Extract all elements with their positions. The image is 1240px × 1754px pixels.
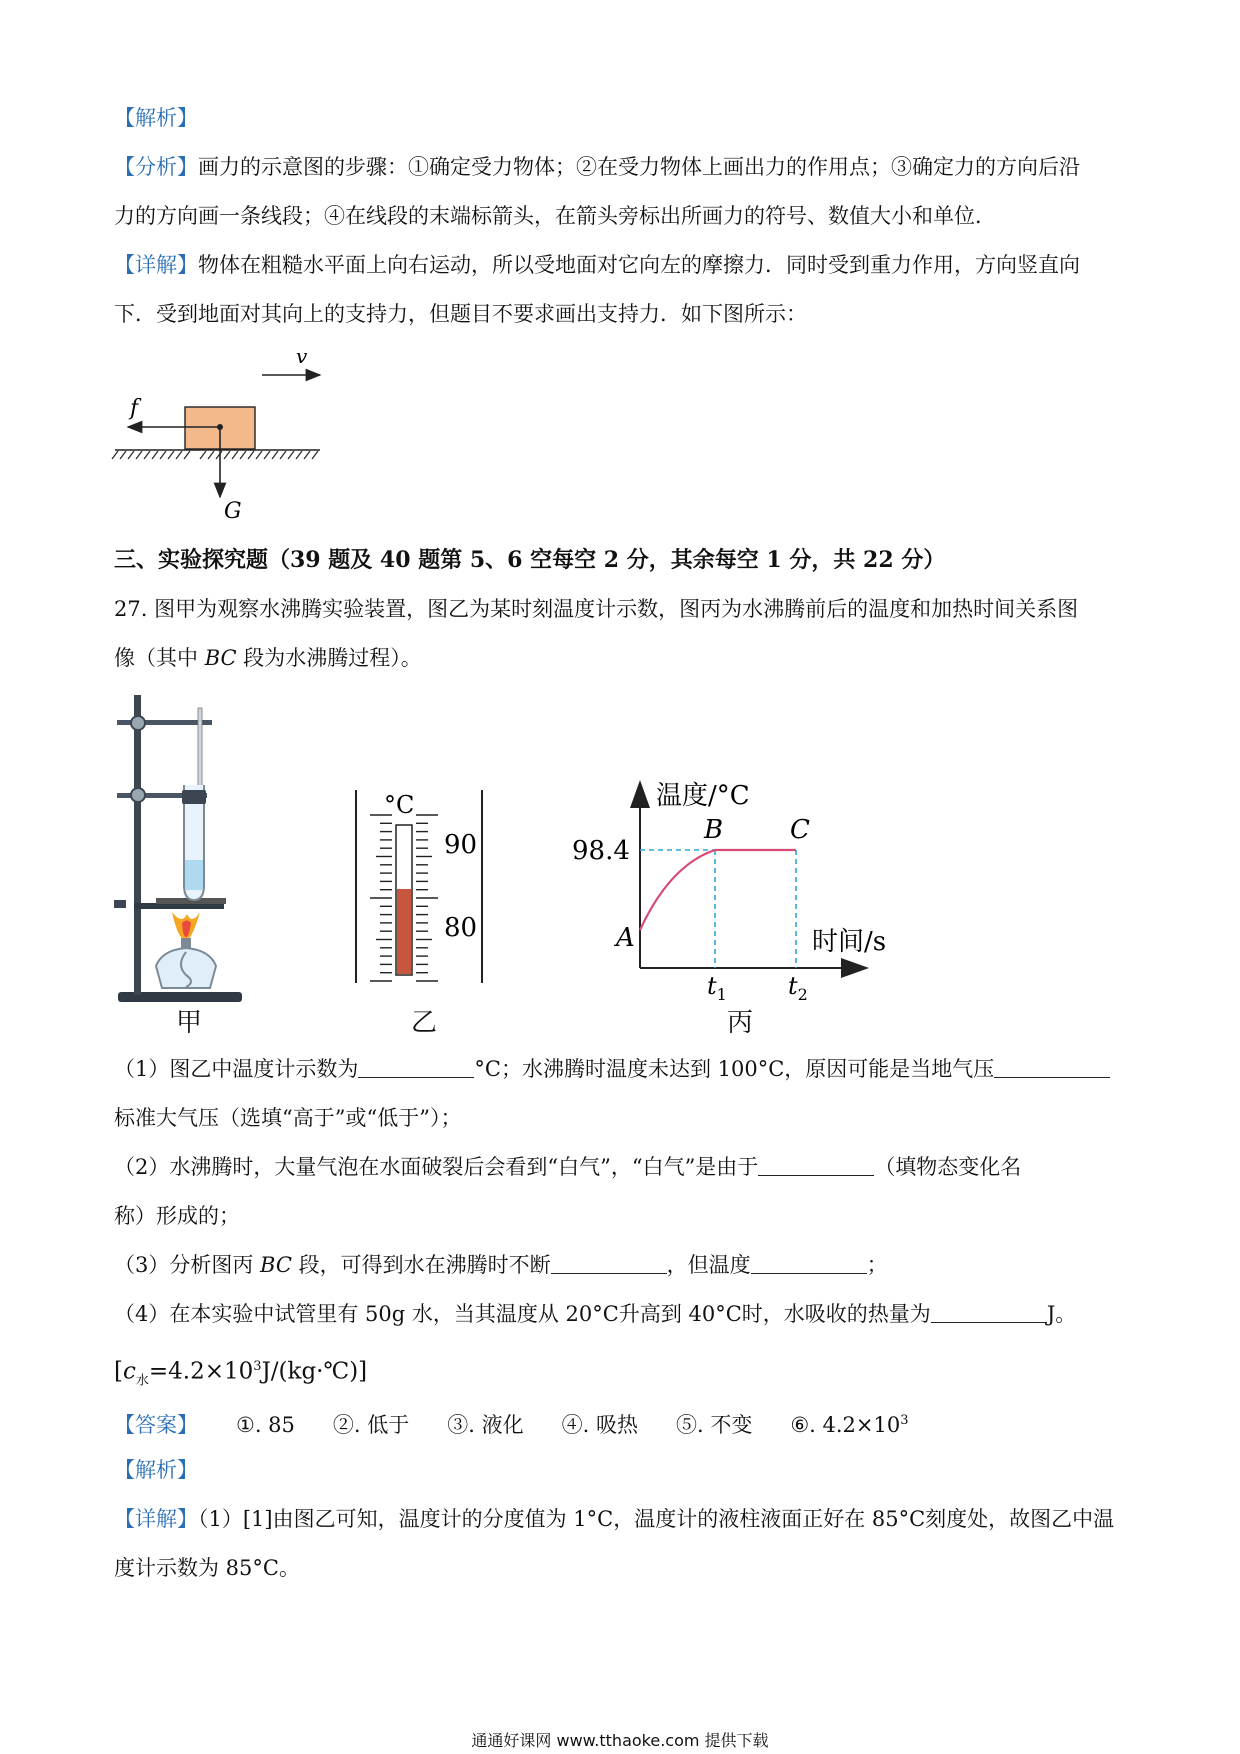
y-axis-label: 温度/°C [656,781,750,811]
answer-blank-1[interactable] [358,1057,474,1078]
p2-a: （2）水沸腾时，大量气泡在水面破裂后会看到“白气”，“白气”是由于 [114,1155,759,1179]
lamp-wick-holder [181,938,191,948]
answer-5: ⑤. 不变 [675,1413,753,1437]
answer-blank-3[interactable] [758,1155,874,1176]
xiangjie-text: 物体在粗糙水平面上向右运动，所以受地面对它向左的摩擦力．同时受到重力作用，方向竖直向 [198,253,1080,277]
answer-tag: 【答案】 [114,1413,198,1437]
formula-exp: 3 [253,1359,262,1374]
p4-b: J。 [1046,1302,1077,1326]
t1-label: $t_1$ [707,972,727,1004]
formula-unit: J/(kg·℃)] [261,1358,368,1385]
y-value-label: 98.4 [572,836,630,866]
jiexi-tag: 【解析】 [114,106,198,130]
middle-clamp-knob [131,788,145,802]
point-b-label: B [704,815,724,845]
p2-b: （填物态变化名 [874,1155,1022,1179]
fenxi-tag: 【分析】 [114,155,198,179]
q27-part3 [114,1250,888,1280]
gravity-label: G [224,499,242,524]
specific-heat-formula [114,1352,367,1396]
friction-label: f [130,396,139,421]
formula-sub: 水 [135,1373,149,1389]
tick-label-80: 80 [444,913,478,943]
answer-blank-6[interactable] [931,1302,1047,1323]
answer-3: ③. 液化 [447,1413,524,1437]
q27-line2 [114,643,422,673]
action-point [217,424,223,430]
caption-jia: 甲 [176,1008,203,1038]
fenxi-paragraph-line2: 力的方向画一条线段；④在线段的末端标箭头，在箭头旁标出所画力的符号、数值大小和单位． [114,204,996,228]
answer-1: ①. 85 [236,1413,295,1437]
q27-xiangjie-line2: 度计示数为 85°C。 [114,1556,300,1580]
apparatus-jia [112,690,252,1005]
q27-xiangjie-text: （1）[1]由图乙可知，温度计的分度值为 1°C，温度计的液柱液面正好在 85°C刻度处，故图乙中温 [198,1507,1115,1531]
alcohol-lamp [156,948,216,988]
q27-part2-line1 [114,1152,1021,1182]
q27-line2-a: 像（其中 [114,646,205,670]
q27-part1-line1 [114,1054,1110,1084]
upper-clamp-knob [131,716,145,730]
p4-a: （4）在本实验中试管里有 50g 水，当其温度从 20°C升高到 40°C时，水吸收的热量为 [114,1302,931,1326]
water [185,860,203,890]
unit-label: °C [384,791,415,819]
answer-2: ②. 低于 [332,1413,410,1437]
xiangjie-tag: 【详解】 [114,253,198,277]
answer-4: ④. 吸热 [561,1413,638,1437]
answer-blank-5[interactable] [751,1253,867,1274]
p3-bc: BC [260,1253,292,1277]
page-footer: 通通好课网 www.tthaoke.com 提供下载 [471,1731,769,1750]
p3-e: ； [866,1253,888,1277]
formula-c: c [122,1358,136,1385]
section-title: 三、实验探究题（39 题及 40 题第 5、6 空每空 2 分，其余每空 1 分，共 22 分） [114,547,946,573]
xiangjie-paragraph-line1 [114,250,1080,280]
xiangjie-paragraph-line2: 下．受到地面对其向上的支持力，但题目不要求画出支持力．如下图所示： [114,302,807,326]
p3-a: （3）分析图丙 [114,1253,261,1277]
t2-label: $t_2$ [788,972,808,1004]
answer-blank-4[interactable] [551,1253,667,1274]
q27-part2-line2: 称）形成的； [114,1204,240,1228]
formula-open: [ [114,1358,123,1385]
answer-6-exp: 3 [900,1413,909,1428]
q27-jiexi-tag: 【解析】 [114,1458,198,1482]
point-c-label: C [790,815,810,845]
q27-part1-line2: 标准大气压（选填“高于”或“低于”）； [114,1106,462,1130]
answer-6-base: ⑥. 4.2×10 [790,1413,901,1437]
ring-clamp [114,900,126,908]
answer-6 [790,1406,908,1440]
q27-line1: 27. 图甲为观察水沸腾实验装置，图乙为某时刻温度计示数，图丙为水沸腾前后的温度和加热时间关系图 [114,597,1079,621]
q27-xiangjie-line1 [114,1504,1114,1534]
p3-c: 段，可得到水在沸腾时不断 [291,1253,551,1277]
stand-rod [134,695,141,995]
caption-bing: 丙 [727,1008,754,1038]
q27-line2-bc: BC [204,646,237,670]
ground-hatching [112,451,318,459]
graph-bing [560,770,900,1005]
liquid-column [397,889,411,974]
p1-b: °C；水沸腾时温度未达到 100°C，原因可能是当地气压 [474,1057,995,1081]
fenxi-text: 画力的示意图的步骤：①确定受力物体；②在受力物体上画出力的作用点；③确定力的方向后沿 [198,155,1080,179]
q27-xiangjie-tag: 【详解】 [114,1507,198,1531]
p3-d: ，但温度 [666,1253,751,1277]
thermometer-yi [352,785,492,985]
velocity-label: v [296,345,308,368]
force-diagram [110,345,330,530]
q27-line2-c: 段为水沸腾过程）。 [236,646,422,670]
curve-ab [640,850,715,930]
fenxi-paragraph-line1 [114,152,1080,182]
tube-clamp [182,790,206,804]
answer-blank-2[interactable] [994,1057,1110,1078]
caption-yi: 乙 [411,1008,438,1038]
x-axis-label: 时间/s [812,927,887,957]
point-a-label: A [616,923,635,953]
tick-label-90: 90 [444,830,478,860]
p1-a: （1）图乙中温度计示数为 [114,1057,359,1081]
answer-line [114,1406,909,1440]
q27-part4 [114,1299,1076,1329]
formula-rest: =4.2×10 [148,1358,254,1385]
